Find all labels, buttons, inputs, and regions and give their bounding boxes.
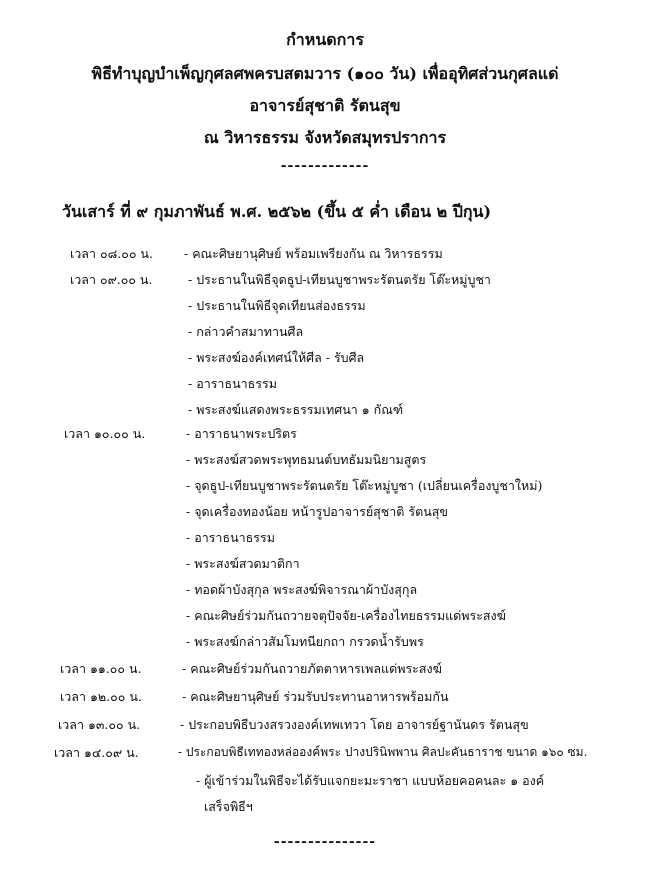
time-label: เวลา ๑๑.๐๐ น. <box>60 661 142 676</box>
schedule-item: - อาราธนาพระปริตร <box>186 426 297 441</box>
schedule-item: - อาราธนาธรรม <box>186 530 275 545</box>
note-line: - ผู้เข้าร่วมในพิธีจะได้รับแจกยะมะราชา แบบห้อยคอคนละ ๑ องค์ <box>196 773 545 788</box>
schedule-item: - จุดธูป-เทียนบูชาพระรัตนตรัย โต๊ะหมู่บูชา (เปลี่ยนเครื่องบูชาใหม่) <box>186 478 543 493</box>
schedule-item: - ประธานในพิธีจุดธูป-เทียนบูชาพระรัตนตรัย โต๊ะหมู่บูชา <box>188 272 491 287</box>
honoree-name: อาจารย์สุชาติ รัตนสุข <box>249 96 401 115</box>
schedule-item: - ประกอบพิธีเททองหล่อองค์พระ ปางปรินิพพาน ศิลปะคันธาราช ขนาด ๑๖๐ ซม. <box>178 745 588 759</box>
venue-line: ณ วิหารธรรม จังหวัดสมุทรปราการ <box>203 128 447 147</box>
schedule-item: - กล่าวคำสมาทานศีล <box>188 324 304 339</box>
time-label: เวลา ๑๐.๐๐ น. <box>64 426 146 441</box>
schedule-item: - คณะศิษย์ร่วมกันถวายภัตตาหารเพลแด่พระสงฆ์ <box>182 661 442 676</box>
schedule-item: - จุดเครื่องทองน้อย หน้ารูปอาจารย์สุชาติ รัตนสุข <box>186 504 448 519</box>
schedule-item: - พระสงฆ์กล่าวสัมโมทนียกถา กรวดน้ำรับพร <box>186 634 424 649</box>
schedule-item: - อาราธนาธรรม <box>188 376 277 391</box>
closing-line: เสร็จพิธีฯ <box>204 799 253 814</box>
footer-divider: --------------- <box>273 834 377 850</box>
ceremony-description: พิธีทำบุญบำเพ็ญกุศลศพครบสตมวาร (๑๐๐ วัน) เพื่ออุทิศส่วนกุศลแด่ <box>91 64 559 83</box>
time-label: เวลา ๑๔.๐๙ น. <box>54 745 139 760</box>
date-line: วันเสาร์ ที่ ๙ กุมภาพันธ์ พ.ศ. ๒๕๖๒ (ขึ้น ๕ ค่ำ เดือน ๒ ปีกุน) <box>62 202 492 221</box>
time-label: เวลา ๐๘.๐๐ น. <box>70 246 153 261</box>
time-label: เวลา ๐๙.๐๐ น. <box>70 272 153 287</box>
schedule-item: - ประธานในพิธีจุดเทียนส่องธรรม <box>188 298 366 313</box>
time-label: เวลา ๑๒.๐๐ น. <box>60 689 142 704</box>
document-title: กำหนดการ <box>286 30 364 49</box>
schedule-item: - คณะศิษยานุศิษย์ พร้อมเพรียงกัน ณ วิหารธรรม <box>184 246 443 261</box>
schedule-item: - พระสงฆ์องค์เทศน์ให้ศีล - รับศีล <box>188 350 365 365</box>
schedule-item: - ประกอบพิธีบวงสรวงองค์เทพเทวา โดย อาจารย์ฐานันดร รัตนสุข <box>180 717 529 732</box>
schedule-item: - พระสงฆ์สวดมาติกา <box>186 556 300 571</box>
schedule-item: - ทอดผ้าบังสุกุล พระสงฆ์พิจารณาผ้าบังสุกุล <box>186 582 418 597</box>
schedule-item: - พระสงฆ์แสดงพระธรรมเทศนา ๑ กัณฑ์ <box>188 402 404 417</box>
schedule-item: - พระสงฆ์สวดพระพุทธมนต์บทธัมมนิยามสูตร <box>186 452 427 467</box>
schedule-item: - คณะศิษยานุศิษย์ ร่วมรับประทานอาหารพร้อมกัน <box>182 689 449 704</box>
header-divider: ------------- <box>280 158 370 174</box>
time-label: เวลา ๑๓.๐๐ น. <box>58 717 141 732</box>
schedule-item: - คณะศิษย์ร่วมกันถวายจตุปัจจัย-เครื่องไทยธรรมแด่พระสงฆ์ <box>186 608 506 623</box>
